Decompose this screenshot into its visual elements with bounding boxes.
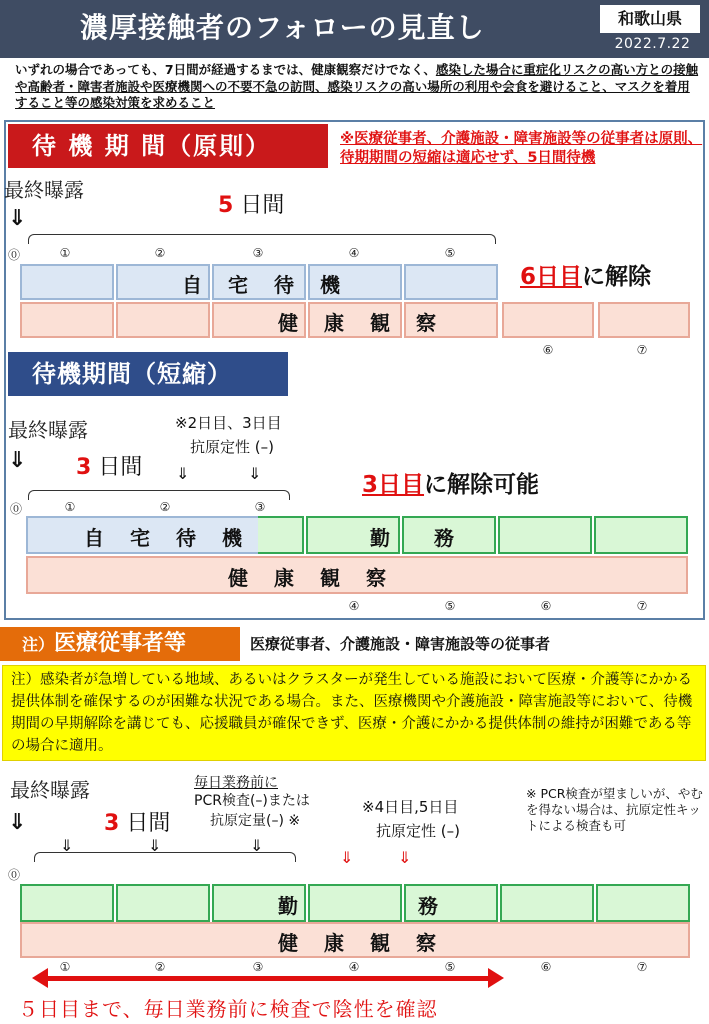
s2-test-arrow-3-icon: ⇓ xyxy=(248,464,262,483)
s2-last-exposure: 最終曝露 xyxy=(8,418,88,442)
s2-work-cell-7 xyxy=(594,516,688,554)
intro-part2: 感染した場合に重症化リスクの高い方との接触や高齢者・障害者施設や医療機関への不要不急の訪問、感染リスクの高い場所の利用や会食を避けること、マスクを着用すること等の感染対策を求めること xyxy=(15,62,699,110)
s3-bottom-text: ５日目まで、毎日業務前に検査で陰性を確認 xyxy=(18,997,438,1021)
prefecture-badge: 和歌山県 xyxy=(600,5,700,33)
s3-test-arrow-1-icon: ⇓ xyxy=(60,836,74,855)
s2-stay-home-label: 自宅待機 xyxy=(84,526,268,550)
s3-daily-test-l1: 毎日業務前に xyxy=(194,775,278,791)
intro-text xyxy=(15,62,700,112)
s3-down-arrow-icon: ⇓ xyxy=(8,810,27,835)
s1-home-cell-1 xyxy=(20,264,114,300)
s2-note-line1: ※2日目、3日目 xyxy=(175,414,282,432)
date-label: 2022.7.22 xyxy=(614,36,691,52)
section3-subtitle: 医療従事者、介護施設・障害施設等の従事者 xyxy=(250,635,551,653)
duration-arrow-line xyxy=(48,976,488,981)
s3-days xyxy=(104,806,170,837)
s2-day-3: ③ xyxy=(254,500,266,514)
s2-day-4: ④ xyxy=(348,599,360,613)
s3-day-2: ② xyxy=(154,960,166,974)
section1-title: 待 機 期 間（原則） xyxy=(8,124,328,168)
s3-day-5: ⑤ xyxy=(444,960,456,974)
s2-day-5: ⑤ xyxy=(444,599,456,613)
s1-release xyxy=(520,258,651,291)
section3-condition-text: 注）感染者が急増している地域、あるいはクラスターが発生している施設において医療・介護等にかかる提供体制を確保するのが困難な状況である場合。また、医療機関や介護施設・障害施設等において、待機期間の早期解除を講じても、応援職員が確保できず、医療・介護にかかる提供体制の維持が困難である等の場合に適用。 xyxy=(2,665,706,761)
s3-bracket xyxy=(34,852,296,862)
s1-obs-cell-7 xyxy=(598,302,690,338)
s1-obs-cell-1 xyxy=(20,302,114,338)
s1-release-text: に解除 xyxy=(582,264,652,290)
section3-title xyxy=(0,627,240,661)
s1-day-zero: ⓪ xyxy=(7,248,20,262)
s3-health-obs-label: 健康観察 xyxy=(278,931,462,955)
section1-note: ※医療従事者、介護施設・障害施設等の従事者は原則、待期期間の短縮は適応せず、5日間待機 xyxy=(340,131,703,166)
s2-health-obs-label: 健康観察 xyxy=(228,566,412,590)
s2-day-1: ① xyxy=(64,500,76,514)
s2-release-unit: 日目 xyxy=(378,472,425,498)
s1-obs-cell-6 xyxy=(502,302,594,338)
s1-bracket xyxy=(28,234,496,244)
s1-day-7: ⑦ xyxy=(636,343,648,357)
s3-last-exposure: 最終曝露 xyxy=(10,778,90,802)
s3-work-label: 勤務 xyxy=(278,894,558,918)
s2-note-line2: 抗原定性 (–) xyxy=(190,438,274,456)
s2-release-text: に解除可能 xyxy=(424,472,540,498)
s2-down-arrow-icon: ⇓ xyxy=(8,448,27,473)
s3-red-note-l2: 抗原定性 (–) xyxy=(376,822,460,840)
s3-daily-test-l2: PCR検査(–)または xyxy=(194,793,310,809)
s3-work-cell-2 xyxy=(116,884,210,922)
s2-release-num: 3 xyxy=(362,472,379,498)
s1-days-unit: 日間 xyxy=(240,193,285,218)
arrow-left-head-icon xyxy=(32,968,48,988)
s1-days xyxy=(218,188,284,219)
s3-day-1: ① xyxy=(59,960,71,974)
s2-release xyxy=(362,466,539,499)
s3-work-cell-1 xyxy=(20,884,114,922)
s2-bracket xyxy=(28,490,290,500)
s1-days-num: 5 xyxy=(218,193,234,218)
intro-part1: いずれの場合であっても、7日間が経過するまでは、健康観察だけでなく、 xyxy=(15,62,436,77)
s3-red-note-l1: ※4日目,5日目 xyxy=(362,798,459,816)
s3-work-cell-7 xyxy=(596,884,690,922)
s2-test-arrow-2-icon: ⇓ xyxy=(176,464,190,483)
s3-day-3: ③ xyxy=(252,960,264,974)
s3-day-4: ④ xyxy=(348,960,360,974)
s3-label-prefix: 注） xyxy=(22,635,55,654)
s1-home-cell-5 xyxy=(404,264,498,300)
s2-day-zero: ⓪ xyxy=(9,502,22,516)
s1-day-3: ③ xyxy=(252,246,264,260)
s3-label: 医療従事者等 xyxy=(54,631,187,656)
s1-stay-home-label: 自宅待機 xyxy=(182,273,366,297)
s1-day-1: ① xyxy=(59,246,71,260)
arrow-right-head-icon xyxy=(488,968,504,988)
s3-day-6: ⑥ xyxy=(540,960,552,974)
s3-day-zero: ⓪ xyxy=(7,868,20,882)
s3-days-num: 3 xyxy=(104,811,120,836)
s3-daily-test-l3: 抗原定量(–) ※ xyxy=(210,813,301,829)
s2-days-num: 3 xyxy=(76,455,92,480)
s1-obs-cell-2 xyxy=(116,302,210,338)
s2-day-2: ② xyxy=(159,500,171,514)
s2-work-cell-6 xyxy=(498,516,592,554)
s1-day-4: ④ xyxy=(348,246,360,260)
s1-day-2: ② xyxy=(154,246,166,260)
s3-test-arrow-2-icon: ⇓ xyxy=(148,836,162,855)
s3-pcr-note: ※ PCR検査が望ましいが、やむを得ない場合は、抗原定性キットによる検査も可 xyxy=(526,786,703,833)
s2-work-label: 勤務 xyxy=(370,526,498,550)
s1-day-5: ⑤ xyxy=(444,246,456,260)
s1-down-arrow-icon: ⇓ xyxy=(8,206,27,231)
s2-days xyxy=(76,450,142,481)
s2-days-unit: 日間 xyxy=(98,455,143,480)
s1-last-exposure: 最終曝露 xyxy=(4,178,84,202)
page-title: 濃厚接触者のフォローの見直し xyxy=(80,11,485,44)
s3-days-unit: 日間 xyxy=(126,811,171,836)
s2-day-6: ⑥ xyxy=(540,599,552,613)
s3-test-arrow-4-icon: ⇓ xyxy=(340,848,354,867)
s3-day-7: ⑦ xyxy=(636,960,648,974)
s1-day-6: ⑥ xyxy=(542,343,554,357)
s1-release-unit: 日目 xyxy=(536,264,583,290)
section2-title: 待機期間（短縮） xyxy=(8,352,288,396)
s1-health-obs-label: 健康観察 xyxy=(278,311,462,335)
s3-test-arrow-3-icon: ⇓ xyxy=(250,836,264,855)
s3-test-arrow-5-icon: ⇓ xyxy=(398,848,412,867)
s2-day-7: ⑦ xyxy=(636,599,648,613)
s1-release-num: 6 xyxy=(520,264,537,290)
